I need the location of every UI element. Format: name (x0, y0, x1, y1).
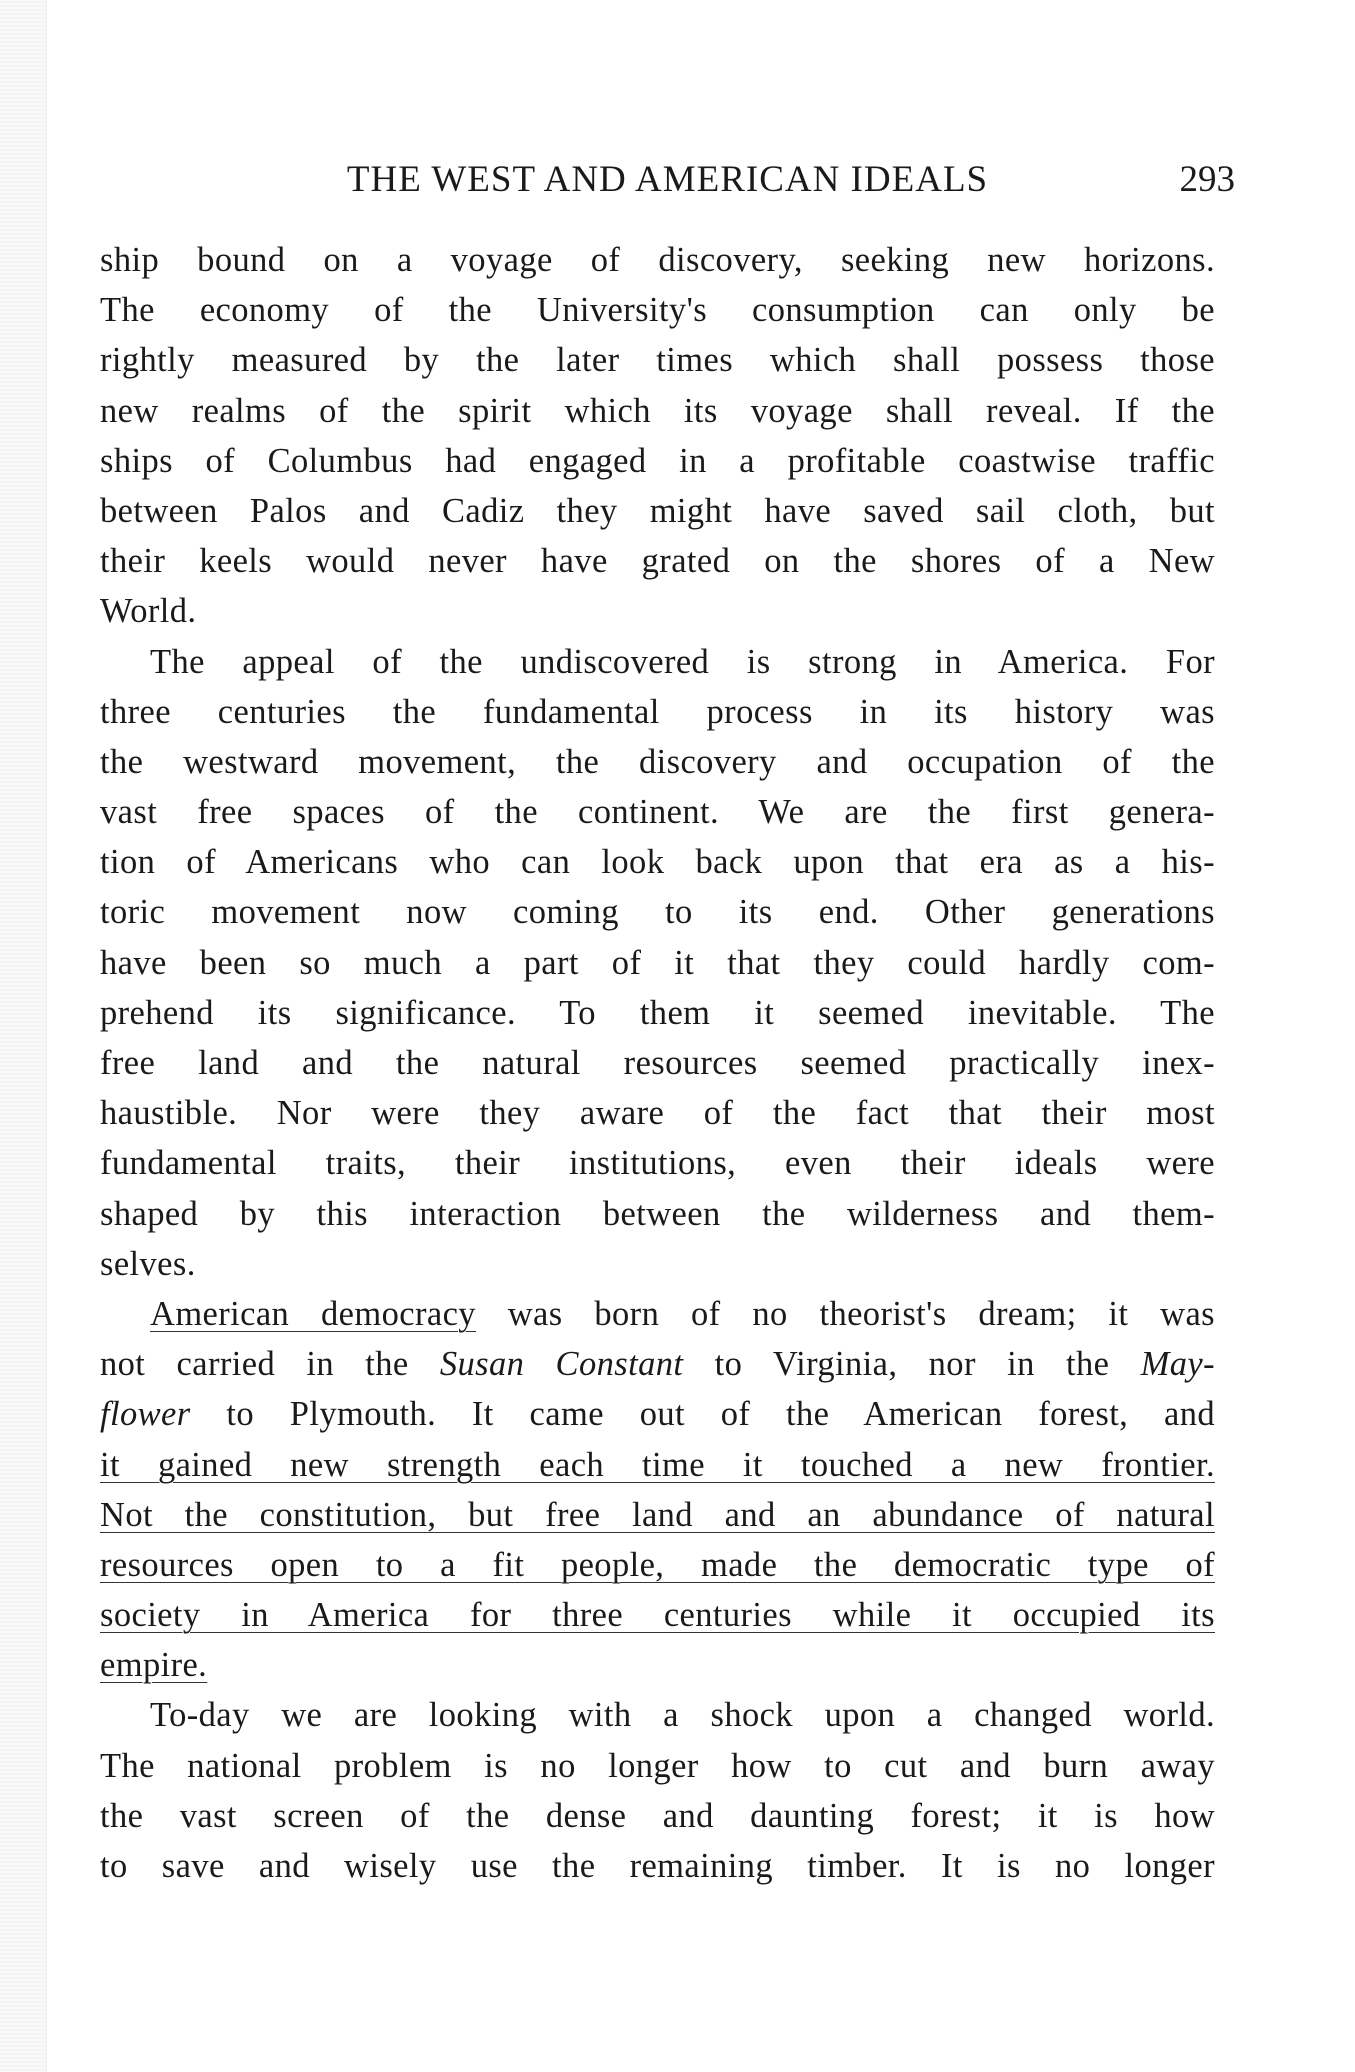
text-line: ship bound on a voyage of discovery, seeking new horizons. (100, 241, 1215, 279)
text-line: toric movement now coming to its end. Other generations (100, 893, 1215, 932)
underlined-line: it gained new strength each time it touched a new frontier. (100, 1445, 1215, 1484)
running-head (100, 150, 1235, 210)
page-gutter (0, 0, 47, 2072)
text-line (100, 1339, 1215, 1389)
underlined-phrase: empire. (100, 1646, 208, 1685)
text-line (100, 1389, 1215, 1439)
text-line: selves. (100, 1244, 196, 1283)
text-line: fundamental traits, their institutions, even their ideals were (100, 1144, 1215, 1183)
text-line: prehend its significance. To them it seemed inevitable. The (100, 993, 1215, 1032)
text-line: vast free spaces of the continent. We are the first genera- (100, 793, 1215, 832)
text-line: ships of Columbus had engaged in a profitable coastwise traffic (100, 441, 1215, 480)
ship-name-italic: May- (1140, 1345, 1215, 1384)
text-line: between Palos and Cadiz they might have saved sail cloth, but (100, 491, 1215, 530)
paragraph-2 (100, 637, 1215, 1289)
underlined-line: society in America for three centuries while it occupied its (100, 1596, 1215, 1635)
text-fragment: to Plymouth. It came out of the American forest, and (190, 1395, 1215, 1434)
running-title: THE WEST AND AMERICAN IDEALS (346, 159, 989, 200)
text-line: The economy of the University's consumption can only be (100, 291, 1215, 330)
text-line: The appeal of the undiscovered is strong in America. For (150, 642, 1215, 681)
underlined-phrase: American democracy (150, 1294, 476, 1333)
text-fragment: not carried in the (100, 1345, 440, 1384)
text-line (100, 1640, 1215, 1690)
paragraph-3 (100, 1289, 1215, 1691)
paragraph-1 (100, 235, 1215, 637)
text-line: tion of Americans who can look back upon that era as a his- (100, 843, 1215, 882)
text-line: to save and wisely use the remaining timber. It is no longer (100, 1847, 1215, 1885)
text-line: free land and the natural resources seemed practically inex- (100, 1044, 1215, 1082)
text-line: World. (100, 592, 197, 631)
text-line: the westward movement, the discovery and occupation of the (100, 742, 1215, 781)
paragraph-4 (100, 1690, 1215, 1891)
text-line: The national problem is no longer how to cut and burn away (100, 1746, 1215, 1785)
text-line: the vast screen of the dense and daunting forest; it is how (100, 1796, 1215, 1835)
text-line: their keels would never have grated on the shores of a New (100, 542, 1215, 581)
text-line: To-day we are looking with a shock upon a changed world. (150, 1696, 1215, 1735)
text-line: new realms of the spirit which its voyage shall reveal. If the (100, 391, 1215, 430)
text-line: rightly measured by the later times which shall possess those (100, 341, 1215, 380)
text-fragment: to Virginia, nor in the (683, 1345, 1141, 1384)
ship-name-italic: Susan Constant (439, 1345, 684, 1384)
text-line: have been so much a part of it that they could hardly com- (100, 943, 1215, 982)
text-line: shaped by this interaction between the wilderness and them- (100, 1194, 1215, 1233)
underlined-line: resources open to a fit people, made the democratic type of (100, 1545, 1215, 1584)
text-line: three centuries the fundamental process in its history was (100, 692, 1215, 731)
underlined-line: Not the constitution, but free land and an abundance of natural (100, 1495, 1215, 1534)
text-line (100, 1289, 1215, 1339)
text-line: haustible. Nor were they aware of the fact that their most (100, 1094, 1215, 1133)
ship-name-italic: flower (100, 1395, 191, 1434)
page-number: 293 (1179, 159, 1235, 200)
text-fragment: was born of no theorist's dream; it was (475, 1294, 1215, 1333)
body-text (100, 235, 1215, 1891)
